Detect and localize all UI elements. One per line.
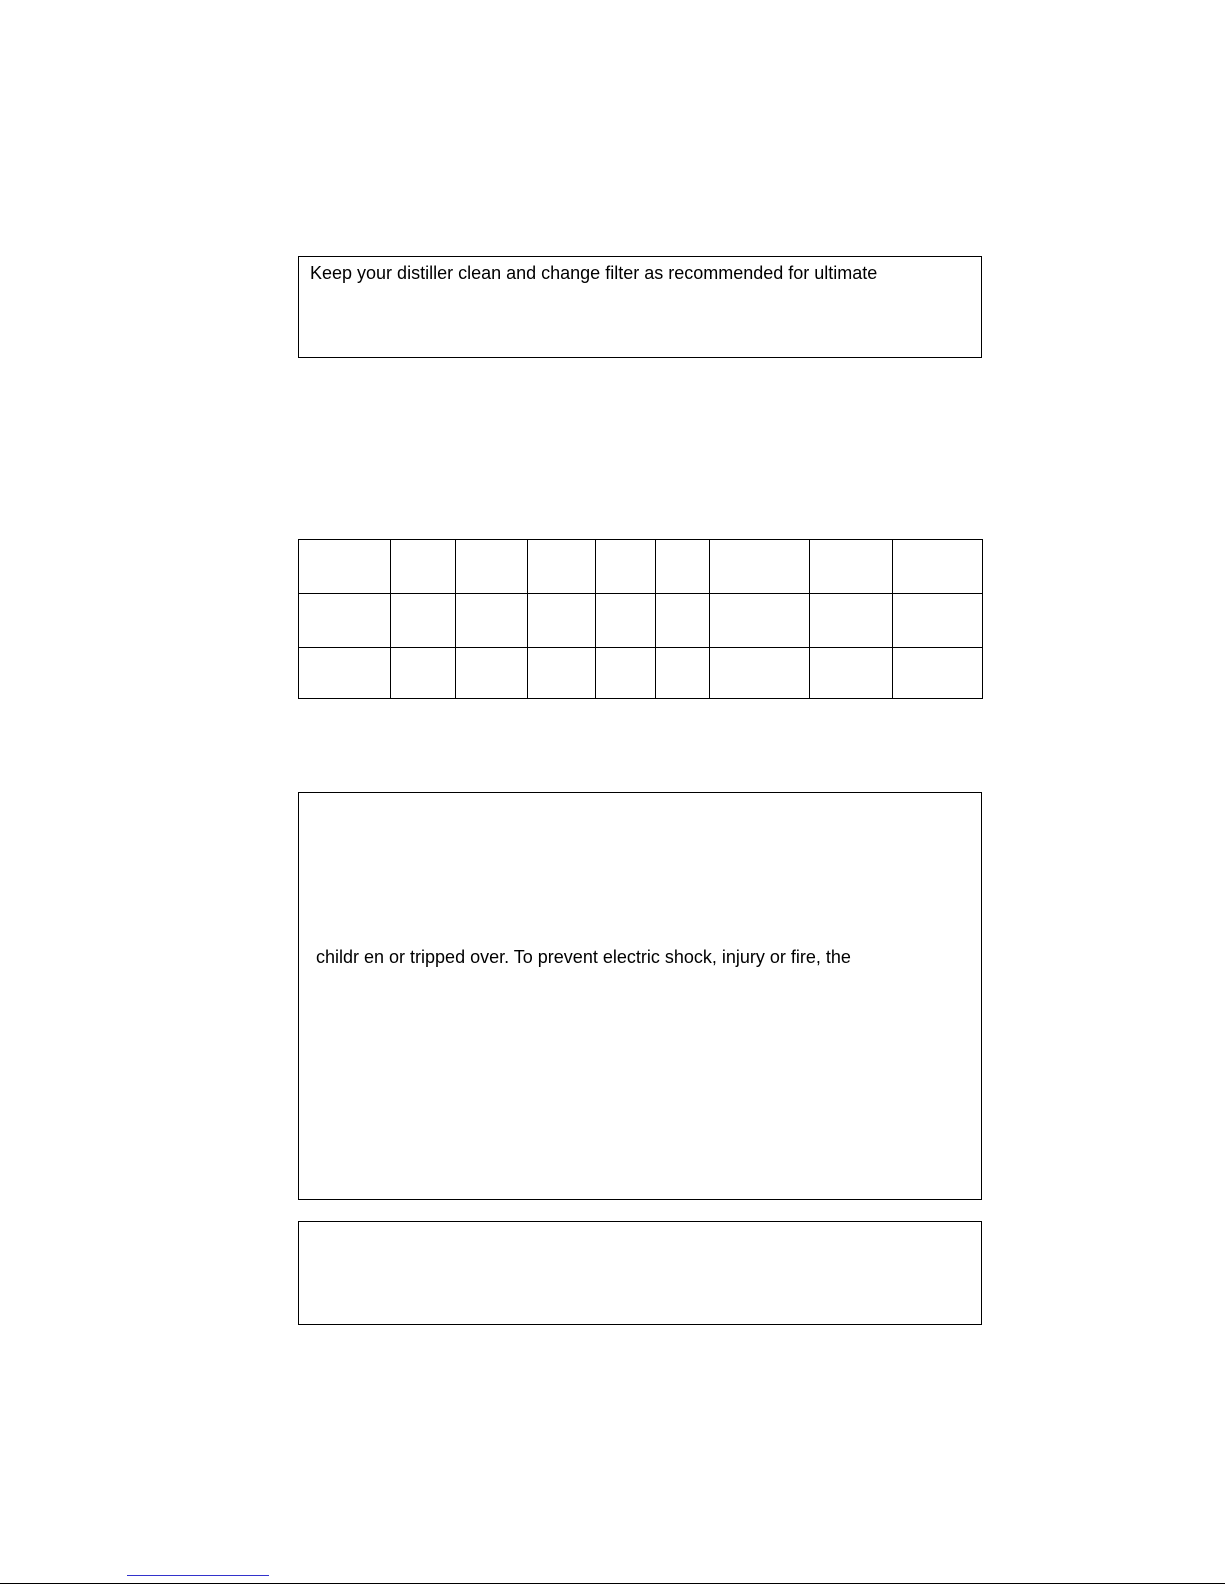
table-cell xyxy=(656,540,710,594)
table-cell xyxy=(299,594,391,648)
table-cell xyxy=(810,648,893,699)
tip-box xyxy=(298,256,982,358)
table-cell xyxy=(893,594,983,648)
table-cell xyxy=(893,540,983,594)
table-cell xyxy=(391,540,456,594)
table-cell xyxy=(299,648,391,699)
table-cell xyxy=(528,594,596,648)
table-cell xyxy=(299,540,391,594)
table-cell xyxy=(596,648,656,699)
table-cell xyxy=(710,594,810,648)
table-cell xyxy=(528,648,596,699)
table-row xyxy=(299,648,983,699)
table-cell xyxy=(656,594,710,648)
table-cell xyxy=(710,540,810,594)
table-cell xyxy=(456,648,528,699)
table-cell xyxy=(596,540,656,594)
table-cell xyxy=(893,648,983,699)
table-cell xyxy=(596,594,656,648)
safety-warning-box xyxy=(298,792,982,1200)
safety-text: childr en or tripped over. To prevent electric shock, injury or fire, the xyxy=(316,947,851,967)
table-cell xyxy=(810,540,893,594)
table-row xyxy=(299,594,983,648)
footer-divider xyxy=(0,1583,1225,1584)
table-cell xyxy=(456,594,528,648)
table-cell xyxy=(528,540,596,594)
tip-text: Keep your distiller clean and change filter as recommended for ultimate xyxy=(310,263,878,283)
table-cell xyxy=(810,594,893,648)
table-cell xyxy=(391,594,456,648)
table-cell xyxy=(391,648,456,699)
table-cell xyxy=(456,540,528,594)
blank-grid-table xyxy=(298,539,983,699)
footer-link-underline[interactable] xyxy=(127,1575,269,1576)
table-row xyxy=(299,540,983,594)
note-box xyxy=(298,1221,982,1325)
table-cell xyxy=(710,648,810,699)
table-cell xyxy=(656,648,710,699)
